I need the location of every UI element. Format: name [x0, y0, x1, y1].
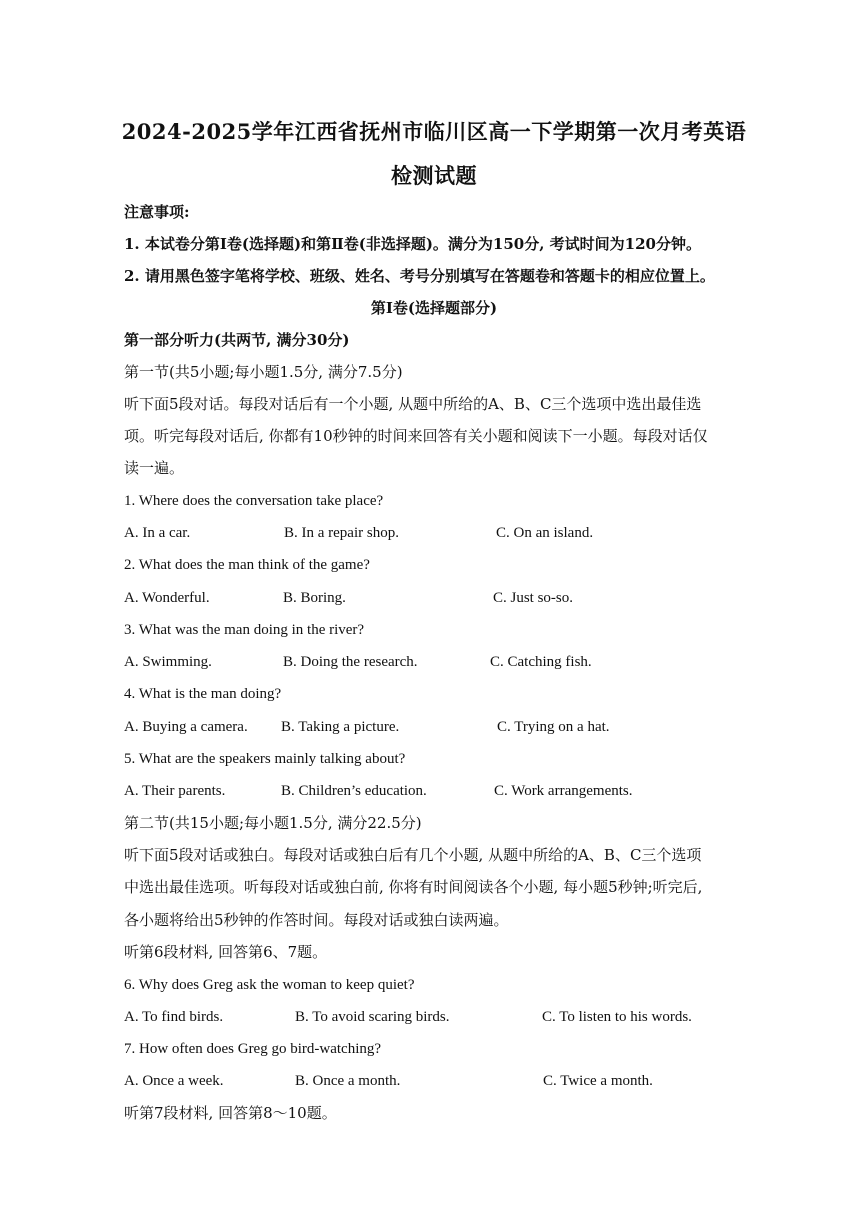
question-1: 1. Where does the conversation take place?: [124, 493, 384, 509]
q6-option-c: C. To listen to his words.: [542, 1009, 692, 1025]
question-3: 3. What was the man doing in the river?: [124, 622, 365, 638]
section1-instructions-line1: 听下面5段对话。每段对话后有一个小题, 从题中所给的A、B、C三个选项中选出最佳选: [124, 395, 702, 413]
q5-option-c: C. Work arrangements.: [494, 783, 633, 799]
q1-option-b: B. In a repair shop.: [284, 525, 399, 541]
part1-heading: 第一部分听力(共两节, 满分30分): [124, 331, 350, 349]
exam-title-line2: 检测试题: [391, 163, 477, 188]
q2-option-a: A. Wonderful.: [124, 590, 210, 606]
section2-instructions-line1: 听下面5段对话或独白。每段对话或独白后有几个小题, 从题中所给的A、B、C三个选项: [124, 846, 702, 864]
q7-option-a: A. Once a week.: [124, 1073, 224, 1089]
question-5: 5. What are the speakers mainly talking about?: [124, 751, 406, 767]
section2-heading: 第二节(共15小题;每小题1.5分, 满分22.5分): [124, 814, 422, 832]
q6-option-b: B. To avoid scaring birds.: [295, 1009, 450, 1025]
question-7: 7. How often does Greg go bird-watching?: [124, 1041, 382, 1057]
section2-instructions-line3: 各小题将给出5秒钟的作答时间。每段对话或独白读两遍。: [124, 911, 509, 929]
q3-option-c: C. Catching fish.: [490, 654, 592, 670]
q6-option-a: A. To find birds.: [124, 1009, 224, 1025]
exam-title-line1: 2024-2025学年江西省抚州市临川区高一下学期第一次月考英语: [121, 119, 747, 144]
q2-option-b: B. Boring.: [283, 590, 346, 606]
volume-1-heading: 第Ⅰ卷(选择题部分): [370, 299, 498, 317]
q2-option-c: C. Just so-so.: [493, 590, 574, 606]
q3-option-b: B. Doing the research.: [283, 654, 418, 670]
section1-heading: 第一节(共5小题;每小题1.5分, 满分7.5分): [124, 363, 403, 381]
question-6: 6. Why does Greg ask the woman to keep quiet?: [124, 977, 415, 993]
question-2: 2. What does the man think of the game?: [124, 557, 370, 573]
q7-option-c: C. Twice a month.: [543, 1073, 653, 1089]
notice-heading: 注意事项:: [124, 203, 190, 221]
section1-instructions-line2: 项。听完每段对话后, 你都有10秒钟的时间来回答有关小题和阅读下一小题。每段对话仅: [124, 427, 708, 445]
notice-item-1: 1. 本试卷分第Ⅰ卷(选择题)和第Ⅱ卷(非选择题)。满分为150分, 考试时间为120分钟。: [124, 235, 701, 253]
q5-option-b: B. Children’s education.: [281, 783, 427, 799]
q4-option-a: A. Buying a camera.: [124, 719, 248, 735]
q3-option-a: A. Swimming.: [124, 654, 212, 670]
q1-option-c: C. On an island.: [496, 525, 594, 541]
question-4: 4. What is the man doing?: [124, 686, 282, 702]
material-7-heading: 听第7段材料, 回答第8～10题。: [124, 1104, 337, 1122]
material-6-heading: 听第6段材料, 回答第6、7题。: [124, 943, 328, 961]
section2-instructions-line2: 中选出最佳选项。听每段对话或独白前, 你将有时间阅读各个小题, 每小题5秒钟;听完后,: [124, 878, 703, 896]
q1-option-a: A. In a car.: [124, 525, 191, 541]
section1-instructions-line3: 读一遍。: [124, 459, 185, 477]
q4-option-c: C. Trying on a hat.: [497, 719, 610, 735]
notice-item-2: 2. 请用黑色签字笔将学校、班级、姓名、考号分别填写在答题卷和答题卡的相应位置上。: [124, 267, 715, 285]
q7-option-b: B. Once a month.: [295, 1073, 401, 1089]
q4-option-b: B. Taking a picture.: [281, 719, 400, 735]
q5-option-a: A. Their parents.: [124, 783, 226, 799]
